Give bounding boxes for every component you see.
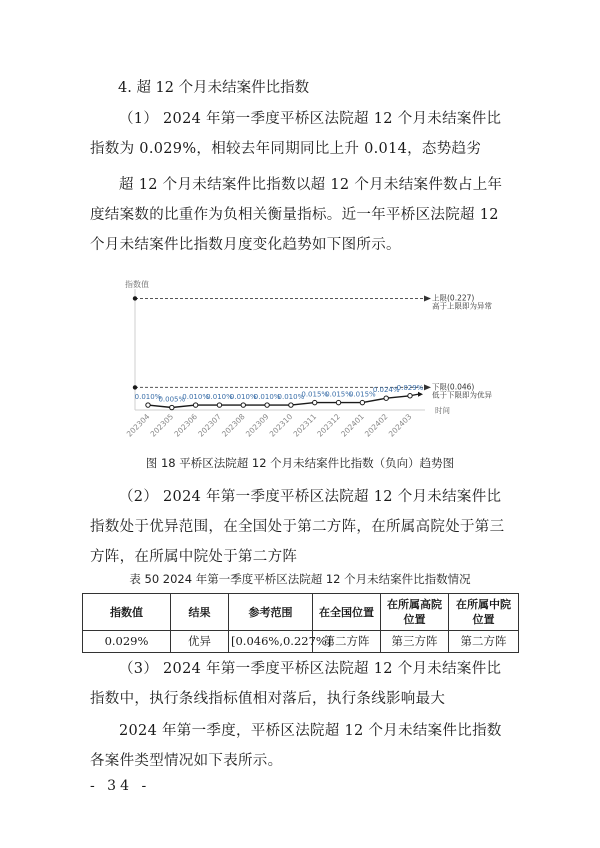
x-tick-label: 202403 bbox=[386, 412, 414, 439]
paragraph-intro-table: 2024 年第一季度，平桥区法院超 12 个月未结案件比指数各案件类型情况如下表所示。 bbox=[90, 723, 502, 769]
table-cell: 0.029% bbox=[83, 631, 171, 653]
table-header-cell: 在所属中院位置 bbox=[449, 594, 519, 631]
table-caption: 表 50 2024 年第一季度平桥区法院超 12 个月未结案件比指数情况 bbox=[129, 572, 471, 586]
data-point bbox=[170, 405, 174, 409]
data-point bbox=[241, 403, 245, 407]
data-point bbox=[408, 394, 412, 398]
index-table bbox=[82, 593, 519, 653]
paragraph-finding-2: （2） 2024 年第一季度平桥区法院超 12 个月未结案件比指数处于优异范围，在全国处于第二方阵，在所属高院处于第三方阵，在所属中院处于第二方阵 bbox=[90, 489, 505, 565]
paragraph-finding-3: （3） 2024 年第一季度平桥区法院超 12 个月未结案件比指数中，执行条线指标值相对落后，执行条线影响最大 bbox=[90, 661, 502, 707]
data-point bbox=[384, 396, 388, 400]
x-tick-label: 202402 bbox=[362, 412, 390, 439]
x-tick-label: 202306 bbox=[172, 412, 200, 439]
x-tick-label: 202305 bbox=[148, 412, 176, 439]
data-label: 0.010% bbox=[277, 393, 305, 402]
trend-chart bbox=[105, 275, 505, 447]
table-row bbox=[83, 631, 519, 653]
data-point bbox=[265, 403, 269, 407]
data-label: 0.024% bbox=[372, 386, 400, 395]
page-number: - 34 - bbox=[90, 778, 151, 794]
data-point bbox=[289, 403, 293, 407]
x-tick-label: 202310 bbox=[267, 412, 295, 439]
table-cell: [0.046%,0.227%] bbox=[229, 631, 313, 653]
data-point bbox=[217, 403, 221, 407]
data-label: 0.005% bbox=[158, 395, 186, 404]
x-tick-label: 202309 bbox=[243, 412, 271, 439]
paragraph-definition: 超 12 个月未结案件比指数以超 12 个月未结案件数占上年度结案数的比重作为负相关衡量指标。近一年平桥区法院超 12 个月未结案件比指数月度变化趋势如下图所示。 bbox=[90, 177, 503, 253]
table-header-cell: 在全国位置 bbox=[313, 594, 381, 631]
data-point bbox=[360, 400, 364, 404]
table-header-cell: 参考范围 bbox=[229, 594, 313, 631]
x-tick-label: 202311 bbox=[291, 412, 319, 439]
data-label: 0.015% bbox=[349, 390, 376, 399]
section-heading: 4. 超 12 个月未结案件比指数 bbox=[118, 80, 310, 96]
table-header-row bbox=[83, 594, 519, 631]
table-cell: 第二方阵 bbox=[313, 631, 381, 653]
data-label: 0.010% bbox=[182, 393, 209, 402]
table-cell: 第三方阵 bbox=[381, 631, 449, 653]
data-label: 0.010% bbox=[253, 393, 281, 402]
lower-limit-start-dot bbox=[133, 385, 137, 389]
data-label: 0.015% bbox=[325, 390, 352, 399]
table-cell: 优异 bbox=[171, 631, 229, 653]
upper-limit-start-dot bbox=[133, 296, 137, 300]
upper-limit-note: 高于上限即为异常 bbox=[432, 301, 492, 311]
data-point bbox=[336, 400, 340, 404]
lower-limit-note: 低于下限即为优异 bbox=[432, 390, 492, 400]
upper-limit-label: 上限(0.227) bbox=[432, 293, 475, 303]
upper-limit-arrow bbox=[424, 295, 431, 301]
x-tick-label: 202307 bbox=[196, 412, 223, 439]
table-header-cell: 指数值 bbox=[83, 594, 171, 631]
data-point bbox=[313, 400, 317, 404]
data-point bbox=[146, 403, 150, 407]
x-tick-label: 202401 bbox=[339, 412, 366, 439]
x-tick-label: 202308 bbox=[220, 412, 247, 439]
data-label: 0.010% bbox=[206, 393, 233, 402]
series-arrow bbox=[418, 392, 423, 397]
data-label: 0.010% bbox=[229, 393, 257, 402]
figure-caption: 图 18 平桥区法院超 12 个月未结案件比指数（负向）趋势图 bbox=[145, 456, 455, 470]
data-label: 0.010% bbox=[134, 393, 162, 402]
data-label: 0.015% bbox=[301, 390, 329, 399]
table-header-cell: 在所属高院位置 bbox=[381, 594, 449, 631]
x-tick-label: 202312 bbox=[315, 412, 342, 439]
table-cell: 第二方阵 bbox=[449, 631, 519, 653]
data-point bbox=[193, 403, 197, 407]
lower-limit-label: 下限(0.046) bbox=[432, 382, 475, 392]
data-label: 0.029% bbox=[396, 383, 424, 392]
table-header-cell: 结果 bbox=[171, 594, 229, 631]
x-tick-label: 202304 bbox=[124, 412, 152, 439]
paragraph-finding-1: （1） 2024 年第一季度平桥区法院超 12 个月未结案件比指数为 0.029%，相较去年同期同比上升 0.014，态势趋劣 bbox=[90, 111, 502, 157]
lower-limit-arrow bbox=[424, 384, 431, 390]
x-axis-label: 时间 bbox=[435, 406, 450, 415]
y-axis-label: 指数值 bbox=[125, 280, 149, 289]
